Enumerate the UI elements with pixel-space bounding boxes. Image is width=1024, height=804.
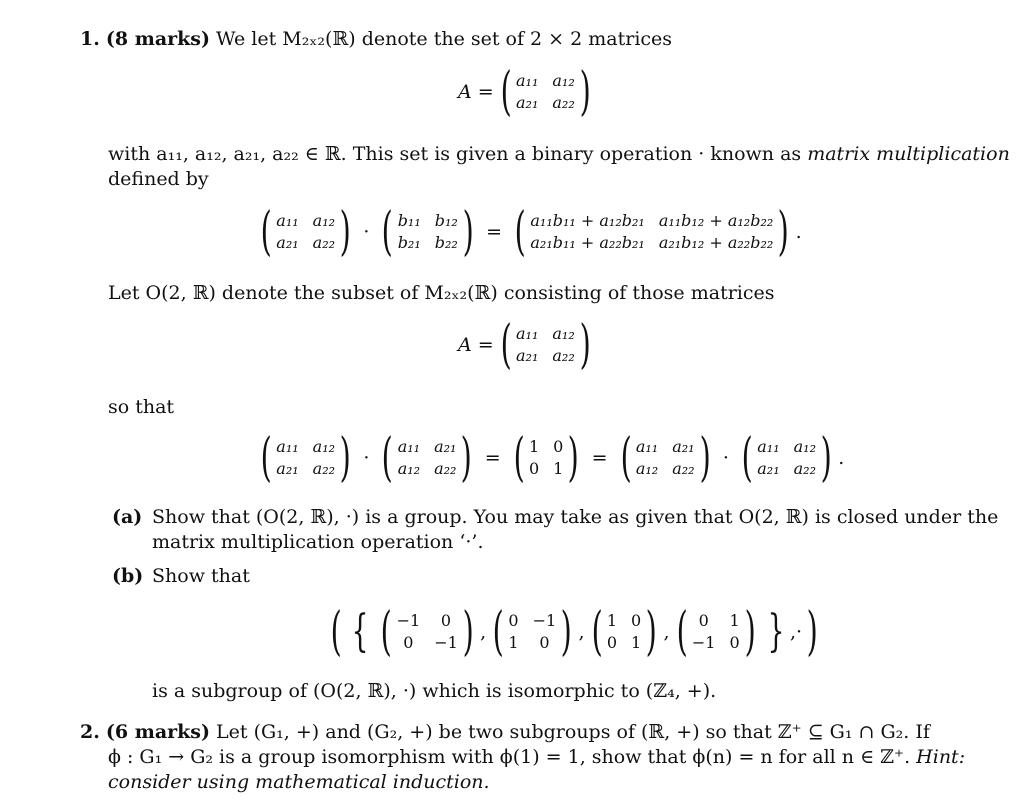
lparen-icon: (: [330, 602, 342, 662]
a22: a₂₂: [312, 459, 336, 478]
a21: a₂₁: [434, 437, 457, 456]
a11: a₁₁: [757, 437, 780, 456]
entry: 0: [528, 459, 540, 478]
matrix-a: ( a₁₁ a₁₂ a₂₁ a₂₂ ): [500, 315, 591, 375]
orthogonality-condition: [254, 428, 845, 488]
entry: 0: [553, 437, 564, 456]
let-line: Let O(2, ℝ) denote the subset of M₂ₓ₂(ℝ) consisting of those matrices: [108, 282, 775, 304]
product-r1c1: a₁₁b₁₁ + a₁₂b₂₁: [530, 211, 645, 230]
q1-marks: (8 marks): [105, 28, 210, 50]
lparen-icon: (: [500, 62, 512, 122]
entry: −1: [396, 611, 421, 630]
entry: −1: [434, 633, 458, 652]
entry: 1: [553, 459, 564, 478]
subgroup-set: [326, 602, 822, 662]
a22: a₂₂: [552, 346, 575, 365]
equals-sign: =: [484, 447, 501, 469]
dot-operator: ·: [722, 447, 729, 469]
hint-label: Hint:: [916, 746, 966, 768]
part-a-text-2: matrix multiplication operation ‘·’.: [152, 531, 484, 553]
a21: a₂₁: [276, 459, 299, 478]
dot-operator: ·: [363, 447, 370, 469]
matrix-mult-term: matrix multiplication: [807, 143, 1010, 165]
part-a-text-1: Show that (O(2, ℝ), ·) is a group. You may take as given that O(2, ℝ) is closed under the: [152, 506, 999, 528]
equals-sign: =: [486, 221, 503, 243]
product-definition: [254, 202, 802, 262]
identity-matrix: ( 1 0 0 1 ): [513, 428, 580, 488]
matrix-identity: ( 1 0 0 1 ): [591, 602, 657, 662]
entry: 0: [539, 633, 550, 652]
entry: 1: [528, 437, 540, 456]
a12: a₁₂: [793, 437, 816, 456]
part-b-conclusion: is a subgroup of (O(2, ℝ), ·) which is isomorphic to (ℤ₄, +).: [152, 680, 717, 702]
a22: a₂₂: [552, 93, 575, 112]
matrix-b-factor: ( b₁₁ b₁₂ b₂₁ b₂₂ ): [381, 202, 474, 262]
q2-text-2: ϕ : G₁ → G₂ is a group isomorphism with ϕ(1) = 1, show that ϕ(n) = n for all n ∈ ℤ⁺.: [108, 746, 911, 768]
entry: 0: [631, 611, 642, 630]
a12: a₁₂: [552, 71, 575, 90]
q1-intro: We let M₂ₓ₂(ℝ) denote the set of 2 × 2 matrices: [216, 28, 673, 50]
entry: 0: [729, 633, 740, 652]
with-line: [108, 143, 1010, 165]
comma: ,: [578, 621, 585, 643]
rbrace-icon: }: [767, 606, 785, 657]
matrix-a: ( a₁₁ a₁₂ a₂₁ a₂₂ ): [260, 428, 351, 488]
a12: a₁₂: [312, 211, 336, 230]
entry: 1: [631, 633, 642, 652]
a22: a₂₂: [312, 233, 336, 252]
matrix-a-def-2: [458, 315, 597, 375]
period: .: [795, 221, 802, 243]
entry: 0: [606, 633, 618, 652]
a12: a₁₂: [635, 459, 659, 478]
matrix-neg-identity: ( −1 0 0 −1 ): [380, 602, 474, 662]
a21: a₂₁: [672, 437, 695, 456]
entry: 1: [729, 611, 740, 630]
a21: a₂₁: [515, 93, 539, 112]
a11: a₁₁: [515, 324, 539, 343]
q1-number: 1.: [80, 28, 100, 50]
b12: b₁₂: [434, 211, 458, 230]
q2-number: 2.: [80, 721, 100, 743]
part-b-label: (b): [112, 565, 144, 587]
q2-text-1: Let (G₁, +) and (G₂, +) be two subgroups of (ℝ, +) so that ℤ⁺ ⊆ G₁ ∩ G₂. If: [216, 721, 930, 743]
matrix-rotation-90: ( 0 −1 1 0 ): [492, 602, 572, 662]
a12: a₁₂: [552, 324, 575, 343]
product-r2c1: a₂₁b₁₁ + a₂₂b₂₁: [530, 233, 645, 252]
dot-operator: ·: [795, 621, 803, 643]
a12: a₁₂: [312, 437, 336, 456]
b22: b₂₂: [434, 233, 458, 252]
matrix-a-transpose: ( a₁₁ a₂₁ a₁₂ a₂₂ ): [381, 428, 473, 488]
so-that: so that: [108, 396, 175, 418]
a11: a₁₁: [515, 71, 539, 90]
entry: 1: [508, 633, 519, 652]
q2-line-2: [108, 746, 965, 768]
a22: a₂₂: [434, 459, 457, 478]
matrix-a-factor: ( a₁₁ a₁₂ a₂₁ a₂₂ ): [260, 202, 351, 262]
part-a-label: (a): [112, 506, 143, 528]
a12: a₁₂: [397, 459, 421, 478]
entry: 0: [403, 633, 414, 652]
a11: a₁₁: [276, 211, 299, 230]
a11: a₁₁: [276, 437, 299, 456]
matrix-rotation-270: ( 0 1 −1 0 ): [676, 602, 756, 662]
entry: 0: [698, 611, 709, 630]
b11: b₁₁: [397, 211, 421, 230]
comma: ,: [663, 621, 670, 643]
b21: b₂₁: [397, 233, 421, 252]
product-r1c2: a₁₁b₁₂ + a₁₂b₂₂: [658, 211, 774, 230]
a11: a₁₁: [397, 437, 421, 456]
matrix-a-def-1: [458, 62, 597, 122]
q2-marks: (6 marks): [105, 721, 210, 743]
a21: a₂₁: [276, 233, 299, 252]
a11: a₁₁: [635, 437, 659, 456]
a21: a₂₁: [515, 346, 539, 365]
comma: ,: [789, 621, 796, 643]
product-r2c2: a₂₁b₁₂ + a₂₂b₂₂: [658, 233, 774, 252]
rparen-icon: ): [806, 602, 818, 662]
a22: a₂₂: [793, 459, 816, 478]
lbrace-icon: {: [351, 606, 369, 657]
matrix-a-transpose: ( a₁₁ a₂₁ a₁₂ a₂₂ ): [620, 428, 711, 488]
q1-intro-line: [80, 28, 672, 50]
rparen-icon: ): [579, 62, 591, 122]
matrix-a: [496, 62, 595, 122]
matrix-a-label: A =: [458, 81, 494, 103]
matrix-a: ( a₁₁ a₁₂ a₂₁ a₂₂ ): [741, 428, 832, 488]
entry: −1: [691, 633, 716, 652]
entry: 0: [440, 611, 452, 630]
entry: 0: [508, 611, 519, 630]
period: .: [838, 447, 845, 469]
a22: a₂₂: [672, 459, 695, 478]
matrix-a-label: A =: [458, 334, 494, 356]
equals-sign: =: [591, 447, 608, 469]
defined-by: defined by: [108, 168, 209, 190]
comma: ,: [480, 621, 487, 643]
with-text: with a₁₁, a₁₂, a₂₁, a₂₂ ∈ ℝ. This set is given a binary operation · known as: [108, 143, 802, 165]
entry: 1: [606, 611, 618, 630]
q2-line-1: [80, 721, 930, 743]
dot-operator: ·: [363, 221, 370, 243]
hint-text: consider using mathematical induction.: [108, 771, 490, 793]
product-result-matrix: ( a₁₁b₁₁ + a₁₂b₂₁ a₁₁b₁₂ + a₁₂b₂₂ a₂₁b₁₁ + a₂₂b₂₁ a₂₁b₁₂ + a₂₂b₂₂ ): [514, 202, 789, 262]
a21: a₂₁: [757, 459, 780, 478]
entry: −1: [532, 611, 557, 630]
part-b-text: Show that: [152, 565, 250, 587]
